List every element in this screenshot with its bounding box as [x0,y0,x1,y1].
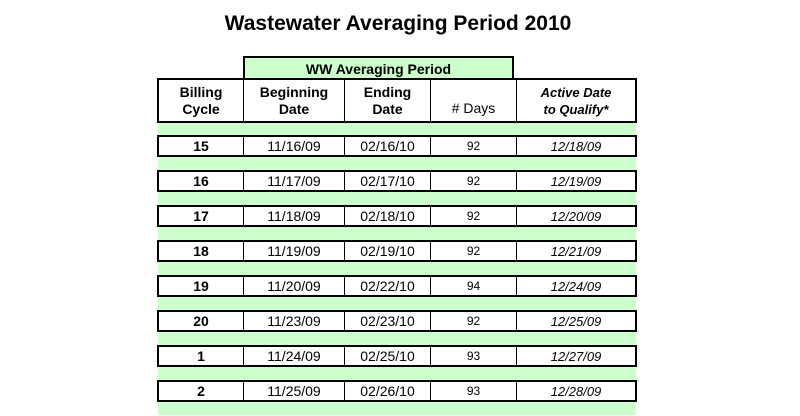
header-ending-date: Ending Date [345,80,431,121]
beginning-date-cell: 11/23/09 [244,312,345,330]
active-date-cell: 12/21/09 [550,243,602,259]
active-date-cell: 12/18/09 [550,138,602,154]
separator-band [158,123,636,135]
days-cell: 93 [431,382,517,400]
days-cell: 92 [431,207,517,225]
ending-date-cell: 02/17/10 [345,172,431,190]
header-active-date: Active Date to Qualify* [540,84,612,117]
separator-band [158,262,636,275]
beginning-date-cell: 11/25/09 [244,382,345,400]
billing-cycle-cell: 20 [159,312,244,330]
beginning-date-cell: 11/17/09 [244,172,345,190]
separator-band [158,402,636,415]
ending-date-cell: 02/23/10 [345,312,431,330]
beginning-date-cell: 11/18/09 [244,207,345,225]
column-header-row [157,78,637,123]
table-row [157,170,637,192]
active-date-cell: 12/27/09 [550,348,602,364]
averaging-period-group-header: WW Averaging Period [243,56,514,78]
days-cell: 92 [431,172,517,190]
billing-cycle-cell: 17 [159,207,244,225]
days-cell: 93 [431,347,517,365]
days-cell: 92 [431,137,517,155]
separator-band [158,192,636,205]
ending-date-cell: 02/26/10 [345,382,431,400]
table-row [157,345,637,367]
page-title: Wastewater Averaging Period 2010 [224,12,572,35]
active-date-cell: 12/19/09 [550,173,602,189]
table-row [157,135,637,157]
table-row [157,275,637,297]
header-days: # Days [431,80,517,121]
active-date-cell: 12/20/09 [550,208,602,224]
separator-band [158,332,636,345]
header-billing-cycle: Billing Cycle [159,80,244,121]
separator-band [158,157,636,170]
header-beginning-date: Beginning Date [244,80,345,121]
days-cell: 92 [431,312,517,330]
billing-cycle-cell: 1 [159,347,244,365]
ending-date-cell: 02/22/10 [345,277,431,295]
table-row [157,380,637,402]
billing-cycle-cell: 19 [159,277,244,295]
billing-cycle-cell: 18 [159,242,244,260]
separator-band [158,367,636,380]
billing-cycle-cell: 16 [159,172,244,190]
billing-cycle-cell: 15 [159,137,244,155]
separator-band [158,227,636,240]
table-row [157,205,637,227]
ending-date-cell: 02/18/10 [345,207,431,225]
table-row [157,310,637,332]
days-cell: 94 [431,277,517,295]
beginning-date-cell: 11/19/09 [244,242,345,260]
beginning-date-cell: 11/16/09 [244,137,345,155]
ending-date-cell: 02/25/10 [345,347,431,365]
table-row [157,240,637,262]
active-date-cell: 12/28/09 [550,383,602,399]
separator-band [158,297,636,310]
days-cell: 92 [431,242,517,260]
active-date-cell: 12/24/09 [550,278,602,294]
active-date-cell: 12/25/09 [550,313,602,329]
ending-date-cell: 02/16/10 [345,137,431,155]
beginning-date-cell: 11/20/09 [244,277,345,295]
beginning-date-cell: 11/24/09 [244,347,345,365]
billing-cycle-cell: 2 [159,382,244,400]
ending-date-cell: 02/19/10 [345,242,431,260]
